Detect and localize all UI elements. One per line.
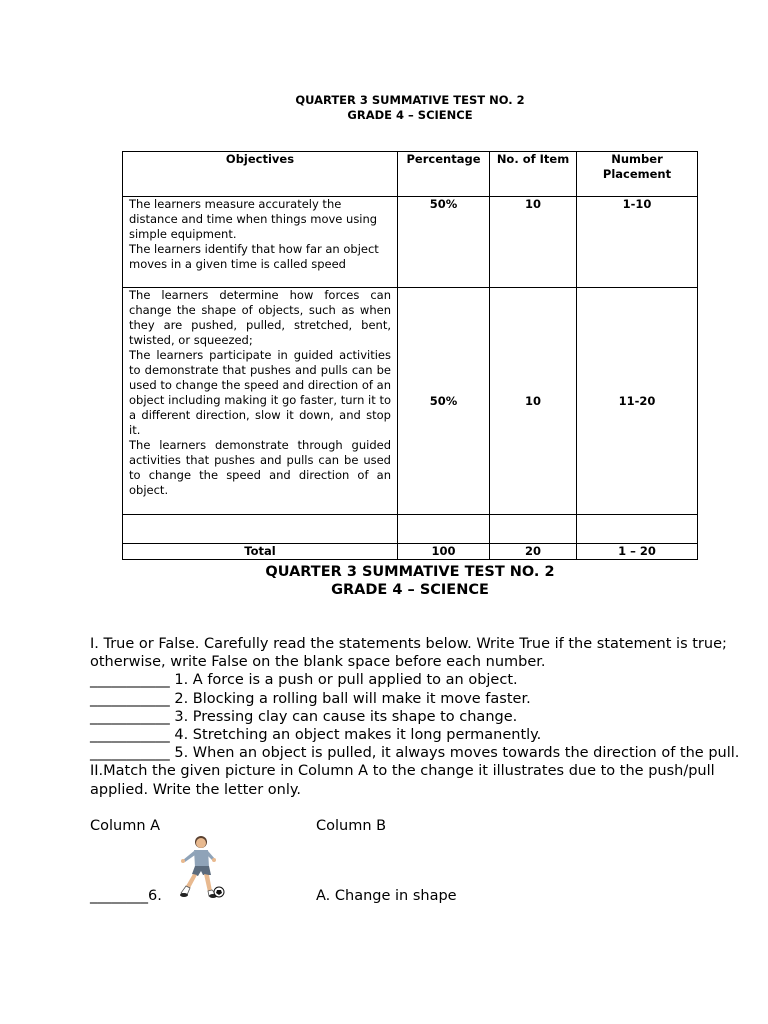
question-item: ___________ 5. When an object is pulled, it always moves towards the direction of the pull. [90, 745, 740, 762]
objective-text: The learners participate in guided activities to demonstrate that pushes and pulls can be used to change the speed and direction of an object including making it go faster, turn it to a different direction, slow it down, and stop it. [129, 348, 391, 437]
part1-instructions: I. True or False. Carefully read the statements below. Write True if the statement is true; otherwise, write False on the blank space before each number. [90, 636, 727, 671]
table-of-specifications [122, 151, 698, 560]
item-number: 6. [148, 888, 162, 904]
total-percentage: 100 [398, 544, 490, 560]
table-row [123, 197, 698, 288]
total-label: Total [123, 544, 398, 560]
column-a-label: Column A [90, 818, 161, 834]
answer-blank[interactable]: ___________ [90, 672, 170, 689]
test-body [90, 635, 740, 799]
objective-text: The learners demonstrate through guided activities that pushes and pulls can be used to change the speed and direction of an object. [129, 438, 391, 497]
test-title: QUARTER 3 SUMMATIVE TEST NO. 2 [265, 564, 555, 580]
col-header-percentage: Percentage [398, 152, 490, 197]
objective-text: The learners measure accurately the distance and time when things move using simple equipment. [129, 197, 378, 241]
objective-text: The learners determine how forces can change the shape of objects, such as when they are pushed, pulled, stretched, bent, twisted, or squeezed; [129, 288, 391, 347]
col-header-placement: Number Placement [577, 152, 698, 197]
objectives-cell [123, 288, 398, 515]
answer-blank[interactable]: ___________ [90, 708, 170, 725]
header-subtitle: GRADE 4 – SCIENCE [347, 108, 473, 122]
items-cell: 10 [490, 197, 577, 288]
percentage-cell: 50% [398, 288, 490, 515]
table-row-empty [123, 515, 698, 544]
answer-blank[interactable]: ___________ [90, 745, 170, 762]
objectives-cell [123, 197, 398, 288]
objective-text: The learners identify that how far an object moves in a given time is called speed [129, 242, 379, 271]
total-placement: 1 – 20 [577, 544, 698, 560]
part2-instructions: II.Match the given picture in Column A to the change it illustrates due to the push/pull applied. Write the letter only. [90, 763, 715, 798]
test-subtitle: GRADE 4 – SCIENCE [331, 582, 489, 598]
column-b-label: Column B [316, 818, 387, 834]
placement-cell: 1-10 [577, 197, 698, 288]
items-cell: 10 [490, 288, 577, 515]
test-header [0, 563, 768, 599]
answer-blank[interactable]: ________ [90, 888, 148, 904]
table-header [0, 93, 768, 123]
question-item: ___________ 1. A force is a push or pull applied to an object. [90, 672, 518, 689]
table-row [123, 288, 698, 515]
total-items: 20 [490, 544, 577, 560]
col-header-items: No. of Item [490, 152, 577, 197]
answer-blank[interactable]: ___________ [90, 726, 170, 743]
question-item: ___________ 4. Stretching an object makes it long permanently. [90, 726, 542, 743]
table-header-row [123, 152, 698, 197]
placement-cell: 11-20 [577, 288, 698, 515]
question-item: ___________ 2. Blocking a rolling ball will make it move faster. [90, 690, 531, 707]
boy-kicking-ball-picture [168, 833, 228, 903]
col-header-objectives: Objectives [123, 152, 398, 197]
table-total-row [123, 544, 698, 560]
answer-blank[interactable]: ___________ [90, 690, 170, 707]
percentage-cell: 50% [398, 197, 490, 288]
option-a: A. Change in shape [316, 888, 457, 904]
question-item: ___________ 3. Pressing clay can cause its shape to change. [90, 708, 518, 725]
header-title: QUARTER 3 SUMMATIVE TEST NO. 2 [295, 93, 525, 107]
match-item-6 [90, 887, 162, 905]
